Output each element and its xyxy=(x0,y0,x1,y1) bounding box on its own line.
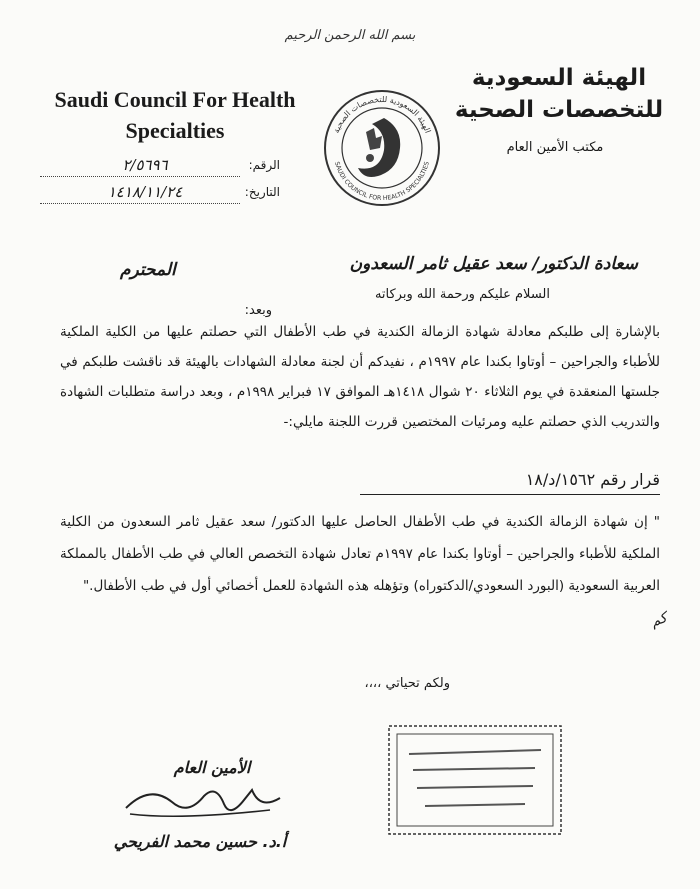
letter-paragraph-2: " إن شهادة الزمالة الكندية في طب الأطفال الحاصل عليها الدكتور/ سعد عقيل ثامر السعدون من الكلية الملكية للأطباء والجراحين – أوتاوا بكندا عام ١٩٩٧م تعادل شهادة التخصص العالي في طب الأطفال بالمملكة العربية السعودية (البورد السعودي/الدكتوراه) وتؤهله هذه الشهادة للعمل أخصائي أول في طب الأطفال." xyxy=(60,514,660,594)
handwritten-initials: كم xyxy=(648,609,670,631)
greeting: السلام عليكم ورحمة الله وبركاته xyxy=(374,287,550,302)
handwritten-signature xyxy=(120,780,290,824)
date-row xyxy=(40,185,280,209)
addressee: سعادة الدكتور/ سعد عقيل ثامر السعدون xyxy=(349,254,638,274)
date-value: ١٤١٨/١١/٢٤ xyxy=(107,183,183,201)
org-name-arabic-line2: للتخصصات الصحية xyxy=(454,97,664,123)
basmala: بسم الله الرحمن الرحيم xyxy=(284,28,416,43)
org-name-arabic-line1: الهيئة السعودية xyxy=(471,65,647,91)
decision-underline xyxy=(360,494,660,495)
decision-title: قرار رقم ١٥٦٢/د/١٨ xyxy=(525,470,660,489)
reference-label: الرقم: xyxy=(248,158,280,172)
office-name: مكتب الأمين العام xyxy=(506,140,604,155)
letter-paragraph-1: بالإشارة إلى طلبكم معادلة شهادة الزمالة الكندية في طب الأطفال التي حصلتم عليها من الكلية الملكية للأطباء والجراحين – أوتاوا بكندا عام ١٩٩٧م ، نفيدكم أن لجنة معادلة الشهادات بالهيئة قد ناقشت طلبكم في جلستها المنعقدة في يوم الثلاثاء ٢٠ شوال ١٤١٨هـ الموافق ١٧ فبراير ١٩٩٨م ، وبعد دراسة متطلبات الشهادة والتدريب الذي حصلتم عليه ومرئيات المختصين قررت اللجنة مايلي:- xyxy=(60,324,661,430)
closing-line: ولكم تحياتي ،،،، xyxy=(364,676,450,691)
reference-number: ٢/٥٦٩٦ xyxy=(122,156,168,174)
seal-text-arabic: الهيئة السعودية للتخصصات الصحية xyxy=(331,94,433,135)
reference-number-row xyxy=(40,158,280,182)
org-name-english: Saudi Council For Health Specialties xyxy=(54,87,296,143)
signatory-name: أ.د. حسين محمد الفريحي xyxy=(113,832,287,851)
after-greeting: وبعد: xyxy=(244,303,272,318)
honorific: المحترم xyxy=(120,260,176,280)
official-stamp xyxy=(385,720,565,840)
council-seal-logo xyxy=(322,88,442,208)
org-name-arabic xyxy=(454,62,664,126)
seal-text-english: SAUDI COUNCIL FOR HEALTH SPECIALTIES xyxy=(333,160,431,203)
date-label: التاريخ: xyxy=(244,185,280,199)
signatory-title: الأمين العام xyxy=(173,758,251,777)
